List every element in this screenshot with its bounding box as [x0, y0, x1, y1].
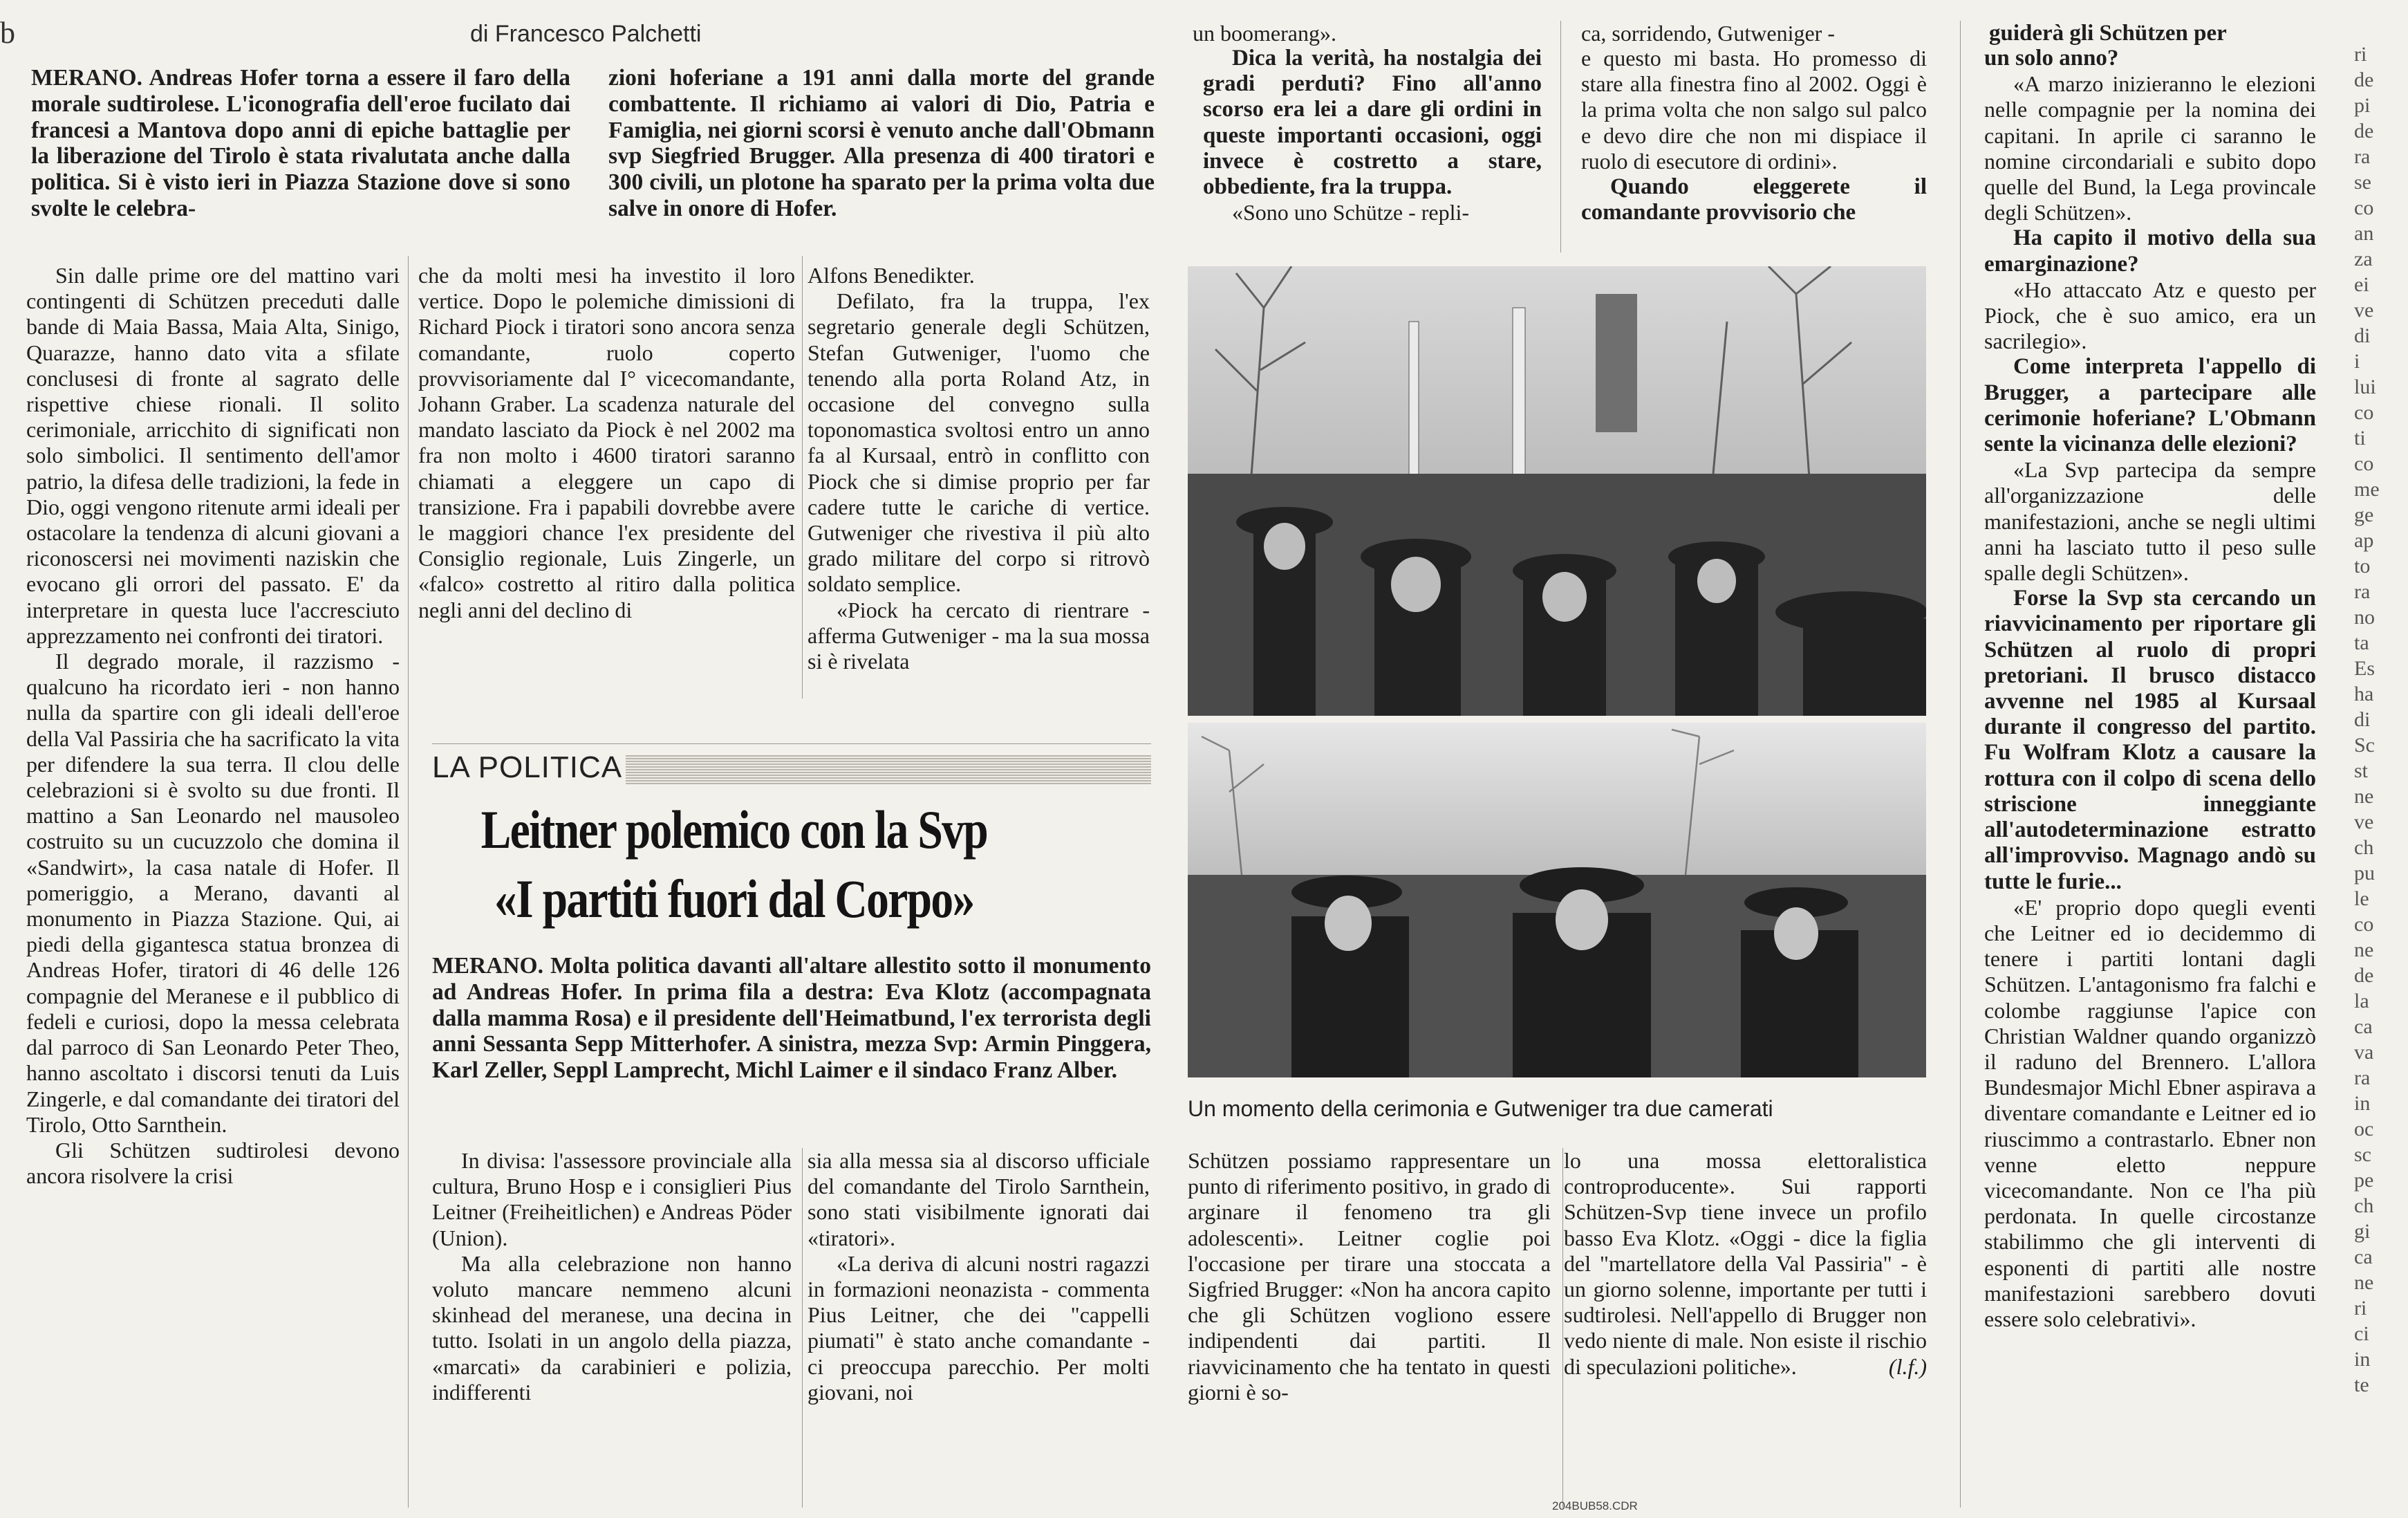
answer: «A marzo inizieranno le elezioni nelle compagnie per la nomina dei capitani. In aprile ci saranno le nomine circondariali e subito dopo quelle del Bund, la Lega provincale degli Schützen». [1984, 71, 2316, 225]
col5-top-fragment: ca, sorridendo, Gutweniger - [1581, 21, 1835, 46]
section-rule [432, 743, 1151, 744]
politica-col1 [432, 1148, 792, 1405]
question: Forse la Svp sta cercando un riavvicinamento per riportare gli Schützen al ruolo di propri pretoriani. Il brusco distacco avvenne nel 1985 al Kursaal durante il congresso del partito. Fu Wolfram Klotz a causare la rottura con il colpo di scena dello striscione inneggiante all'autodeterminazione estratto all'improvviso. Magnago andò su tutte le furie... [1984, 586, 2316, 894]
paragraph: lo una mossa elettoralistica controproducente». Sui rapporti Schützen-Svp tiene invece un profilo basso Eva Klotz. «Oggi - dice la figlia del "martellatore della Val Passiria" - è un giorno solenne, importante per tutti i sudtirolesi. Nell'appello di Brugger non vedo niente di male. Non esiste il rischio di speculazioni politiche». [1564, 1148, 1927, 1379]
photo-caption: Un momento della cerimonia e Gutweniger tra due camerati [1188, 1096, 1773, 1121]
article-col1 [26, 263, 400, 1189]
politica-col2 [808, 1148, 1150, 1405]
politica-col3: Schützen possiamo rappresentare un punto di riferimento positivo, in grado di arginare il fenomeno tra gli adolescenti». Leitner coglie poi l'occasione per tirare una stoccata a Sigfried Brugger: «Non ha ancora capito che gli Schützen vogliono essere indipendenti dai partiti. Il riavvicinamento che ha tentato in questi giorni è so- [1188, 1148, 1551, 1405]
headline-line1: Leitner polemico con la Svp [480, 799, 987, 860]
column-rule [408, 256, 409, 1508]
article-col2: che da molti mesi ha investito il loro vertice. Dopo le polemiche dimissioni di Richard Piock i tiratori sono ancora senza comandante, ruolo coperto provvisoriamente dal I° vicecomandante, Johann Graber. La scadenza naturale del mandato lasciato da Piock è nel 2002 ma fra non molto i 4600 tiratori saranno chiamati a eleggere un capo di transizione. Fra i papabili dovrebbe avere le maggiori chance l'ex presidente del Consiglio regionale, Luis Zingerle, un «falco» costretto al ritiro dalla politica negli anni del declino di [418, 263, 795, 622]
question: Ha capito il motivo della sua emarginazione? [1984, 225, 2316, 277]
signature: (l.f.) [1888, 1353, 1927, 1379]
footer-code: 204BUB58.CDR [1552, 1499, 1638, 1512]
column-rule [1960, 21, 1961, 1508]
answer: «La Svp partecipa da sempre all'organizzazione delle manifestazioni, anche se negli ultimi anni ha lasciato tutto il peso sulle spalle degli Schützen». [1984, 457, 2316, 586]
politica-lead: MERANO. Molta politica davanti all'altare allestito sotto il monumento ad Andreas Hofer. In prima fila a destra: Eva Klotz (accompagnata dalla mamma Rosa) e il presidente dell'Heimatbund, l'ex terrorista degli anni Sessanta Sepp Mitterhofer. A sinistra, mezza Svp: Armin Pinggera, Karl Zeller, Seppl Lamprecht, Michl Laimer e il sindaco Franz Alber. [432, 953, 1151, 1084]
col3-top-fragment: un boomerang». [1193, 21, 1336, 46]
question: Come interpreta l'appello di Brugger, a partecipare alle cerimonie hoferiane? L'Obmann sente la vicinanza delle elezioni? [1984, 354, 2316, 457]
paragraph: Defilato, fra la truppa, l'ex segretario generale degli Schützen, Stefan Gutweniger, l'uomo che tenendo alla porta Roland Atz, in occasione del convegno sulla toponomastica svoltosi entro un anno fa al Kursaal, entrò in conflitto con Piock che si dimise proprio per far cadere tutte le cariche di vertice. Gutweniger che rivestiva il più alto grado militare del corpo si ritrovò soldato semplice. [808, 288, 1150, 597]
article-col3 [808, 263, 1150, 674]
headline-line2: «I partiti fuori dal Corpo» [494, 869, 974, 929]
byline: di Francesco Palchetti [470, 21, 702, 47]
paragraph: sia alla messa sia al discorso ufficiale del comandante del Tirolo Sarnthein, sono stati visibilmente ignorati dai «tiratori». [808, 1148, 1150, 1250]
column-rule [1562, 1148, 1563, 1508]
answer: e questo mi basta. Ho promesso di stare alla finestra fino al 2002. Oggi è la prima volta che non salgo sul palco e devo dire che non mi dispiace il ruolo di esecutore di ordini». [1581, 46, 1927, 174]
paragraph: Ma alla celebrazione non hanno voluto mancare nemmeno alcuni skinhead del meranese, una decina in tutto. Isolati in un angolo della piazza, «marcati» da carabinieri e polizia, indifferenti [432, 1250, 792, 1405]
lead-left: MERANO. Andreas Hofer torna a essere il faro della morale sudtirolese. L'iconografia dell'eroe fucilato dai francesi a Mantova dopo anni di epiche battaglie per la liberazione del Tirolo è stata rivalutata anche dalla politica. Si è visto ieri in Piazza Stazione dove si sono svolte le celebra- [31, 65, 570, 221]
paragraph: «La deriva di alcuni nostri ragazzi in formazioni neonazista - commenta Pius Leitner, che dei "cappelli piumati" è stato anche comandante - ci preoccupa parecchio. Per molti giovani, noi [808, 1250, 1150, 1405]
interview-col4 [1203, 46, 1542, 225]
paragraph: «Piock ha cercato di rientrare - afferma Gutweniger - ma la sua mossa si è rivelata [808, 597, 1150, 674]
question: Dica la verità, ha nostalgia dei gradi perduti? Fino all'anno scorso era lei a dare gli ordini in queste importanti occasioni, oggi invece è costretto a stare, obbediente, fra la truppa. [1203, 46, 1542, 200]
answer: «Ho attaccato Atz e questo per Piock, che è suo amico, era un sacrilegio». [1984, 277, 2316, 354]
kicker-rule [626, 755, 1151, 784]
interview-col6 [1984, 46, 2316, 1332]
paragraph: Gli Schützen sudtirolesi devono ancora risolvere la crisi [26, 1137, 400, 1189]
column-rule [802, 1148, 803, 1508]
column-rule [1560, 21, 1561, 252]
answer: «Sono uno Schütze - repli- [1232, 200, 1470, 225]
ceremony-photo [1188, 266, 1926, 1077]
lead-right: zioni hoferiane a 191 anni dalla morte del grande combattente. Il richiamo ai valori di Dio, Patria e Famiglia, nei giorni scorsi è venuto anche dall'Obmann svp Siegfried Brugger. Alla presenza di 400 tiratori e 300 civili, un plotone ha sparato per la prima volta due salve in onore di Hofer. [608, 65, 1155, 221]
answer: «E' proprio dopo quegli eventi che Leitner ed io decidemmo di tenere i partiti lontani dagli Schützen. L'antagonismo fra falchi e colombe raggiunse l'apice con Christian Waldner quando organizzò il raduno del Brennero. L'allora Bundesmajor Michl Ebner aspirava a diventare comandante e Leitner ed io riuscimmo a contrastarlo. Ebner non venne eletto neppure vicecomandante. Non ce l'ha più perdonata. In quelle circostanze stabilimmo che gli interventi di esponenti di partiti alle nostre manifestazioni sarebbero dovuti essere solo celebrativi». [1984, 894, 2316, 1331]
col6-top-fragment: guiderà gli Schützen per [1989, 21, 2227, 46]
question: un solo anno? [1984, 46, 2119, 71]
paragraph: Sin dalle prime ore del mattino vari contingenti di Schützen preceduti dalle bande di Maia Bassa, Maia Alta, Sinigo, Quarazze, hanno dato vita a sfilate conclusesi di fronte al sagrato delle rispettive chiese rionali. Il solito cerimoniale, arricchito di significati non solo simbolici. Il sentimento dell'amor patrio, la difesa delle tradizioni, la fede in Dio, oggi vengono ritenute armi ideali per ostacolare la tendenza di alcuni giovani a riconoscersi nei movimenti naziskin che evocano gli orrori del passato. E' da interpretare in questa luce l'accresciuto apprezzamento nei confronti dei tiratori. [26, 263, 400, 648]
clipped-right-column: ri de pi de ra se co an za ei ve di i lui co ti co me ge ap to ra no ta Es ha di Sc st ne ve ch pu le co ne de la ca va ra in oc sc pe ch gi ca ne ri ci in te [2354, 43, 2380, 1396]
column-rule [802, 256, 803, 698]
interview-col5 [1581, 46, 1927, 225]
politica-col4 [1564, 1148, 1927, 1380]
paragraph: In divisa: l'assessore provinciale alla cultura, Bruno Hosp e i consiglieri Pius Leitner (Freiheitlichen) e Andreas Pöder (Union). [432, 1148, 792, 1250]
section-kicker: LA POLITICA [432, 750, 623, 784]
paragraph: Alfons Benedikter. [808, 263, 975, 288]
paragraph: Il degrado morale, il razzismo - qualcuno ha ricordato ieri - non hanno nulla da spartire con gli ideali dell'eroe della Val Passiria che ha sacrificato la vita per difendere la sua terra. Il clou delle celebrazioni si è svolto su due fronti. Il mattino a San Leonardo nel mausoleo costruito su un cucuzzolo che domina il «Sandwirt», la casa natale di Hofer. Il pomeriggio, a Merano, davanti al monumento in Piazza Stazione. Qui, ai piedi della gigantesca statua bronzea di Andreas Hofer, tiratori di 46 delle 126 compagnie del Meranese e il pubblico di fedeli e curiosi, dopo la messa celebrata dal parroco di San Leonardo Peter Theo, hanno ascoltato i discorsi tenuti da Luis Zingerle, e dal comandante dei tiratori del Tirolo, Otto Sarnthein. [26, 649, 400, 1137]
clipped-letter: b [0, 16, 15, 50]
question: Quando eleggerete il comandante provvisorio che [1581, 174, 1927, 225]
